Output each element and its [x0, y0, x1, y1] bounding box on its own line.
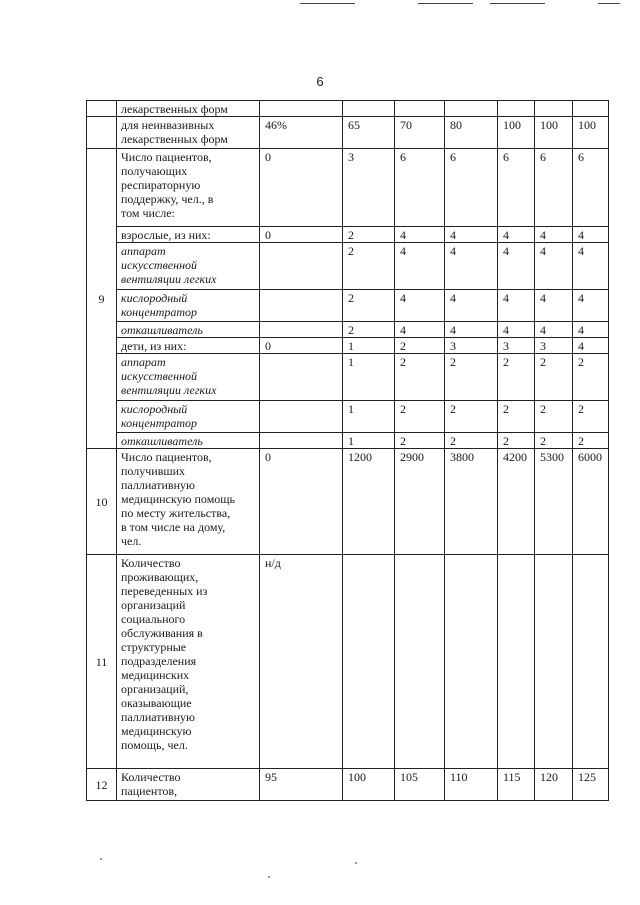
year-value: 4 [535, 243, 573, 290]
year-value: 2 [498, 433, 535, 449]
label-line: концентратор [121, 416, 198, 430]
label-line: Число пациентов, [121, 150, 212, 164]
year-value: 3800 [445, 449, 498, 555]
label-line: проживающих, [121, 570, 199, 584]
year-value [395, 101, 445, 117]
label-line: подразделения [121, 654, 197, 668]
year-value: 4 [498, 290, 535, 322]
year-value: 1200 [343, 449, 395, 555]
table-row [87, 401, 609, 433]
baseline-value: 0 [260, 227, 343, 243]
label-line: искусственной [121, 369, 198, 383]
label-line: получающих [121, 164, 188, 178]
indicator-label [117, 401, 260, 433]
year-value: 4 [445, 322, 498, 338]
year-value: 2 [343, 227, 395, 243]
year-value: 100 [535, 117, 573, 149]
table-row [87, 555, 609, 769]
indicator-label [117, 149, 260, 227]
scan-artifact [268, 876, 270, 878]
scan-artifact [355, 862, 357, 864]
indicator-label: откашливатель [117, 322, 260, 338]
label-line: помощь, чел. [121, 738, 188, 752]
year-value: 2 [573, 401, 609, 433]
label-line: медицинских [121, 668, 190, 682]
year-value: 65 [343, 117, 395, 149]
year-value: 2900 [395, 449, 445, 555]
year-value [498, 101, 535, 117]
header-rule [300, 3, 355, 4]
year-value: 3 [343, 149, 395, 227]
baseline-value [260, 243, 343, 290]
year-value: 5300 [535, 449, 573, 555]
label-line: паллиативную [121, 710, 195, 724]
year-value: 4 [573, 243, 609, 290]
label-line: Число пациентов, [121, 450, 212, 464]
year-value: 2 [535, 401, 573, 433]
baseline-value: 46% [260, 117, 343, 149]
indicator-label [117, 117, 260, 149]
year-value: 4 [573, 227, 609, 243]
year-value: 100 [573, 117, 609, 149]
baseline-value: н/д [260, 555, 343, 769]
year-value: 110 [445, 769, 498, 801]
year-value: 3 [535, 338, 573, 354]
year-value: 4 [395, 227, 445, 243]
year-value: 2 [395, 338, 445, 354]
header-rule [598, 3, 620, 4]
year-value: 105 [395, 769, 445, 801]
label-line: поддержку, чел., в [121, 192, 214, 206]
table-row [87, 769, 609, 801]
indicator-label [117, 449, 260, 555]
year-value: 4 [573, 322, 609, 338]
year-value [573, 555, 609, 769]
header-rule [490, 3, 545, 4]
year-value: 2 [395, 401, 445, 433]
year-value: 4 [445, 227, 498, 243]
year-value: 6000 [573, 449, 609, 555]
label-line: пациентов, [121, 784, 178, 798]
table-row [87, 338, 609, 354]
label-line: Количество [121, 556, 181, 570]
year-value: 70 [395, 117, 445, 149]
year-value: 1 [343, 433, 395, 449]
row-number-cell: 10 [87, 449, 117, 555]
baseline-value [260, 401, 343, 433]
year-value: 6 [573, 149, 609, 227]
year-value: 4 [395, 243, 445, 290]
year-value [498, 555, 535, 769]
label-line: концентратор [121, 305, 198, 319]
indicator-label [117, 354, 260, 401]
baseline-value [260, 354, 343, 401]
table-row [87, 101, 609, 117]
year-value: 1 [343, 354, 395, 401]
year-value: 115 [498, 769, 535, 801]
year-value: 1 [343, 338, 395, 354]
label-line: медицинскую [121, 724, 192, 738]
year-value: 80 [445, 117, 498, 149]
year-value: 3 [498, 338, 535, 354]
label-line: чел. [121, 534, 142, 548]
label-line: том числе: [121, 206, 175, 220]
indicator-label: дети, из них: [117, 338, 260, 354]
table-row [87, 117, 609, 149]
label-line: аппарат [121, 355, 166, 369]
year-value: 4 [445, 243, 498, 290]
row-number-cell: 11 [87, 555, 117, 769]
row-number-cell [87, 101, 117, 117]
year-value [535, 101, 573, 117]
table-row [87, 149, 609, 227]
table-row [87, 449, 609, 555]
label-line: организаций, [121, 682, 189, 696]
year-value: 2 [343, 243, 395, 290]
label-line: паллиативную [121, 478, 195, 492]
year-value: 2 [498, 401, 535, 433]
label-line: обслуживания в [121, 626, 203, 640]
year-value [445, 101, 498, 117]
year-value [395, 555, 445, 769]
year-value: 4 [395, 290, 445, 322]
label-line: лекарственных форм [121, 132, 228, 146]
table-row [87, 290, 609, 322]
year-value: 6 [395, 149, 445, 227]
year-value: 4 [498, 322, 535, 338]
label-line: для неинвазивных [121, 118, 215, 132]
indicator-label: лекарственных форм [117, 101, 260, 117]
year-value: 2 [573, 433, 609, 449]
year-value: 4 [395, 322, 445, 338]
table-row [87, 354, 609, 401]
label-line: получивших [121, 464, 186, 478]
indicator-label: взрослые, из них: [117, 227, 260, 243]
year-value: 4 [573, 338, 609, 354]
indicator-label [117, 769, 260, 801]
year-value: 4 [445, 290, 498, 322]
indicator-label [117, 290, 260, 322]
baseline-value [260, 290, 343, 322]
baseline-value [260, 322, 343, 338]
year-value: 2 [343, 290, 395, 322]
label-line: социального [121, 612, 186, 626]
label-line: оказывающие [121, 696, 192, 710]
year-value: 2 [573, 354, 609, 401]
year-value: 2 [395, 354, 445, 401]
year-value: 4 [535, 322, 573, 338]
baseline-value: 0 [260, 149, 343, 227]
year-value: 125 [573, 769, 609, 801]
label-line: вентиляции легких [121, 383, 217, 397]
label-line: вентиляции легких [121, 272, 217, 286]
year-value [573, 101, 609, 117]
year-value: 4 [498, 243, 535, 290]
year-value [445, 555, 498, 769]
row-number-cell: 9 [87, 149, 117, 449]
year-value: 100 [498, 117, 535, 149]
table-row [87, 227, 609, 243]
year-value: 6 [535, 149, 573, 227]
year-value [343, 555, 395, 769]
year-value: 2 [445, 354, 498, 401]
year-value: 6 [498, 149, 535, 227]
baseline-value: 0 [260, 338, 343, 354]
year-value: 2 [445, 433, 498, 449]
label-line: переведенных из [121, 584, 208, 598]
label-line: респираторную [121, 178, 201, 192]
label-line: медицинскую помощь [121, 492, 236, 506]
label-line: Количество [121, 770, 181, 784]
year-value: 2 [445, 401, 498, 433]
label-line: искусственной [121, 258, 198, 272]
year-value: 2 [343, 322, 395, 338]
header-rule [418, 3, 473, 4]
year-value: 4200 [498, 449, 535, 555]
label-line: аппарат [121, 244, 166, 258]
year-value: 120 [535, 769, 573, 801]
indicator-label: откашливатель [117, 433, 260, 449]
row-number-cell: 12 [87, 769, 117, 801]
indicators-table [86, 100, 609, 801]
year-value: 2 [535, 354, 573, 401]
baseline-value: 95 [260, 769, 343, 801]
page-number: 6 [316, 74, 324, 89]
year-value: 2 [535, 433, 573, 449]
row-number-cell [87, 117, 117, 149]
label-line: структурные [121, 640, 187, 654]
table-row [87, 322, 609, 338]
year-value: 6 [445, 149, 498, 227]
scan-artifact [100, 858, 102, 860]
label-line: в том числе на дому, [121, 520, 226, 534]
year-value: 100 [343, 769, 395, 801]
year-value: 4 [535, 227, 573, 243]
label-line: кислородный [121, 291, 188, 305]
label-line: кислородный [121, 402, 188, 416]
year-value: 4 [535, 290, 573, 322]
year-value: 3 [445, 338, 498, 354]
table-row [87, 433, 609, 449]
baseline-value: 0 [260, 449, 343, 555]
year-value [343, 101, 395, 117]
baseline-value [260, 433, 343, 449]
year-value: 2 [498, 354, 535, 401]
year-value: 4 [573, 290, 609, 322]
year-value: 1 [343, 401, 395, 433]
indicator-label [117, 555, 260, 769]
baseline-value [260, 101, 343, 117]
year-value: 2 [395, 433, 445, 449]
indicator-label [117, 243, 260, 290]
label-line: организаций [121, 598, 186, 612]
label-line: по месту жительства, [121, 506, 231, 520]
year-value: 4 [498, 227, 535, 243]
year-value [535, 555, 573, 769]
table-row [87, 243, 609, 290]
